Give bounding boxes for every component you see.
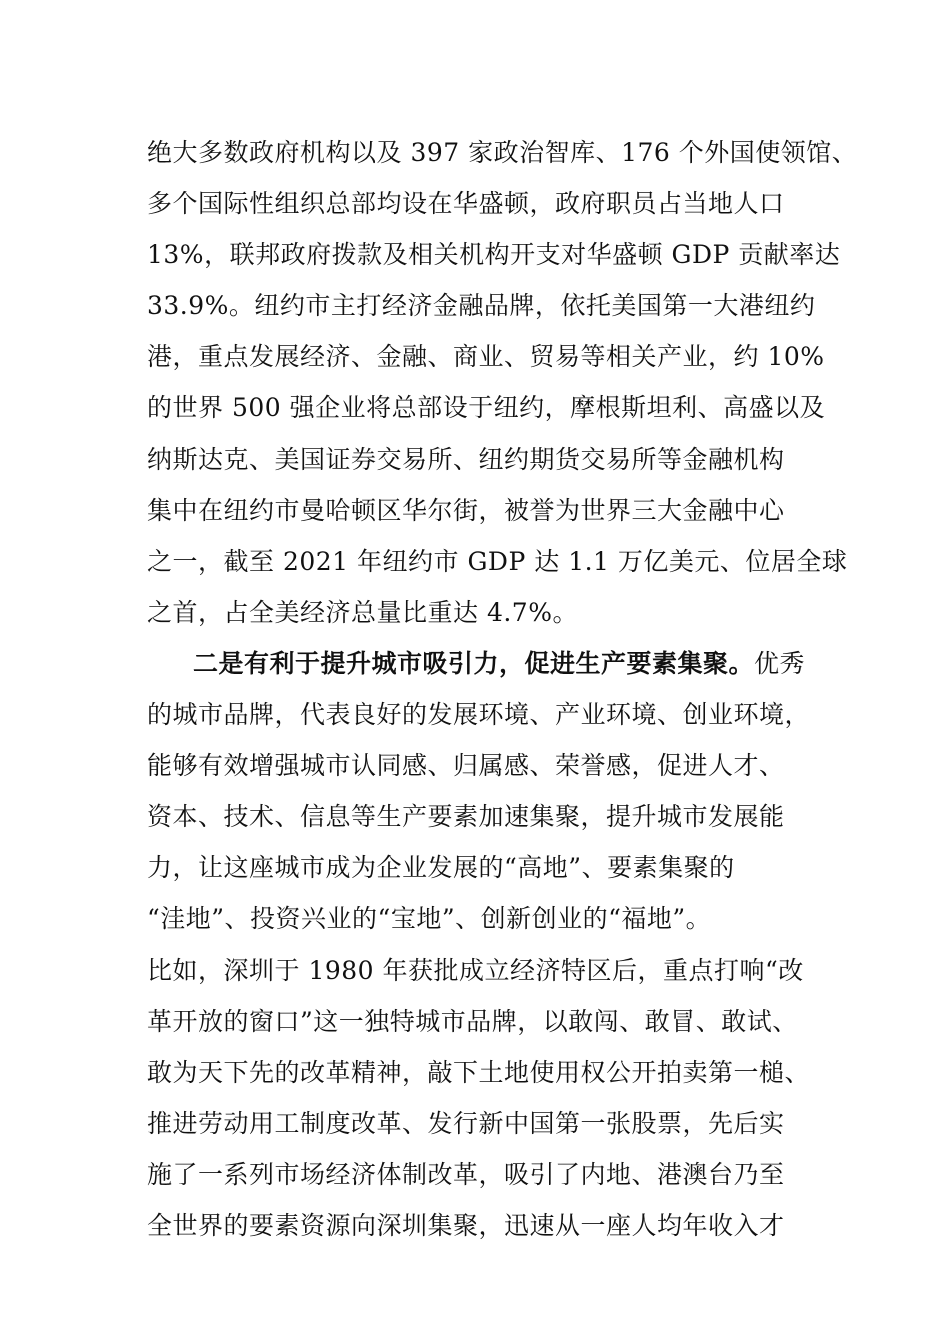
paragraph-2-first-line [147, 638, 817, 689]
paragraph-2 [147, 638, 817, 1251]
paragraph-2-lead-rest: 优秀 [754, 648, 806, 678]
text-line: 绝大多数政府机构以及 397 家政治智库、176 个外国使领馆、 [147, 138, 858, 167]
text-line: 资本、技术、信息等生产要素加速集聚，提升城市发展能 [147, 802, 785, 832]
text-line: 能够有效增强城市认同感、归属感、荣誉感，促进人才、 [147, 751, 785, 781]
text-line: 比如，深圳于 1980 年获批成立经济特区后，重点打响“改 [147, 955, 804, 985]
text-line: 的城市品牌，代表良好的发展环境、产业环境、创业环境， [147, 700, 811, 730]
text-line: 之首，占全美经济总量比重达 4.7%。 [147, 597, 578, 627]
text-line: 33.9%。纽约市主打经济金融品牌，依托美国第一大港纽约 [147, 291, 816, 321]
text-line: 敢为天下先的改革精神，敲下土地使用权公开拍卖第一槌、 [147, 1057, 811, 1087]
text-line: 的世界 500 强企业将总部设于纽约，摩根斯坦利、高盛以及 [147, 393, 826, 423]
text-line: 港，重点发展经济、金融、商业、贸易等相关产业，约 10% [147, 342, 825, 372]
text-line: 力，让这座城市成为企业发展的“高地”、要素集聚的 [147, 853, 735, 883]
text-line: 之一，截至 2021 年纽约市 GDP 达 1.1 万亿美元、位居全球 [147, 546, 848, 576]
text-line: 13%，联邦政府拨款及相关机构开支对华盛顿 GDP 贡献率达 [147, 240, 841, 270]
paragraph-1 [147, 127, 858, 638]
text-line: 多个国际性组织总部均设在华盛顿，政府职员占当地人口 [147, 189, 785, 219]
paragraph-2-heading: 二是有利于提升城市吸引力，促进生产要素集聚。 [193, 648, 755, 678]
text-line: 全世界的要素资源向深圳集聚，迅速从一座人均年收入才 [147, 1210, 785, 1240]
text-line: 施了一系列市场经济体制改革，吸引了内地、港澳台乃至 [147, 1159, 785, 1189]
text-line: 推进劳动用工制度改革、发行新中国第一张股票，先后实 [147, 1108, 785, 1138]
text-line: “洼地”、投资兴业的“宝地”、创新创业的“福地”。 [147, 904, 712, 934]
document-body [147, 127, 858, 1251]
text-line: 革开放的窗口”这一独特城市品牌，以敢闯、敢冒、敢试、 [147, 1006, 798, 1036]
text-line: 纳斯达克、美国证券交易所、纽约期货交易所等金融机构 [147, 444, 785, 474]
text-line: 集中在纽约市曼哈顿区华尔街，被誉为世界三大金融中心 [147, 495, 785, 525]
